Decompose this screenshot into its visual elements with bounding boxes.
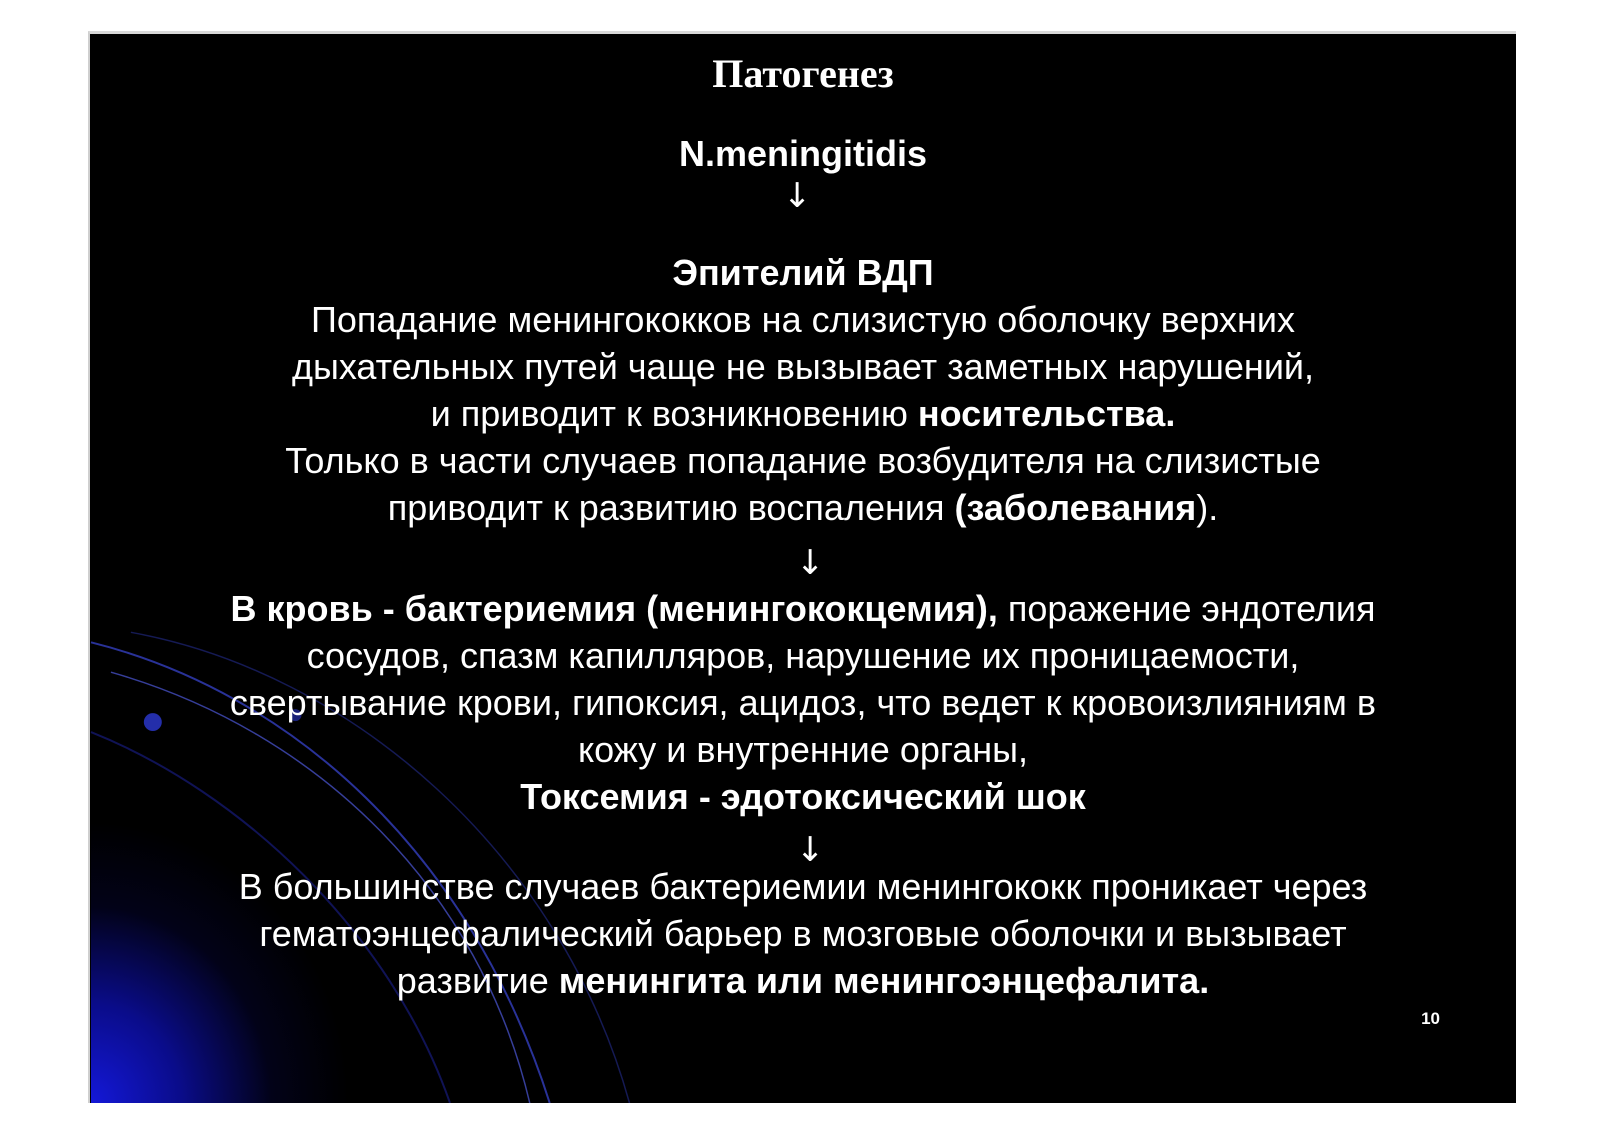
text: развитие (396, 960, 559, 1001)
bacteremia-term: В кровь - бактериемия (менингококцемия), (230, 588, 998, 629)
disease-term: (заболевания (954, 487, 1197, 528)
slide-content (90, 34, 1516, 1103)
meningitis-term: менингита или менингоэнцефалита. (558, 960, 1210, 1001)
stage-bloodstream-line: сосудов, спазм капилляров, нарушение их проницаемости, (306, 635, 1300, 676)
stage-epithelium (130, 249, 1476, 531)
stage-meninges-line: В большинстве случаев бактериемии менингококк проникает через (238, 866, 1368, 907)
stage-epithelium-line: дыхательных путей чаще не вызывает заметных нарушений, (291, 346, 1315, 387)
stage-bloodstream-line: свертывание крови, гипоксия, ацидоз, что ведет к кровоизлияниям в (229, 682, 1377, 723)
stage-meninges-line: гематоэнцефалический барьер в мозговые оболочки и вызывает (259, 913, 1347, 954)
slide (88, 31, 1516, 1103)
slide-title: Патогенез (712, 51, 894, 96)
pathogen-name: N.meningitidis (678, 133, 927, 174)
stage-epithelium-line: Попадание менингококков на слизистую оболочку верхних (311, 299, 1295, 340)
stage-bloodstream (130, 585, 1476, 820)
stage-epithelium-line: Только в части случаев попадание возбудителя на слизистые (285, 440, 1321, 481)
text: приводит к развитию воспаления (387, 487, 955, 528)
arrow-down-icon: ↓ (796, 543, 825, 583)
slide-number: 10 (1421, 1009, 1440, 1028)
stage-meninges (130, 863, 1476, 1004)
carriage-term: носительства. (917, 393, 1176, 434)
stage-epithelium-heading: Эпителий ВДП (672, 252, 934, 293)
arrow-down-icon: ↓ (783, 176, 812, 216)
stage-bloodstream-line: кожу и внутренние органы, (578, 729, 1028, 770)
stage-bloodstream-line (130, 585, 1476, 632)
stage-epithelium-line (130, 390, 1476, 437)
arrow-down-icon: ↓ (796, 830, 825, 870)
stage-meninges-line (130, 957, 1476, 1004)
text: ). (1196, 487, 1219, 528)
stage-epithelium-line (130, 484, 1476, 531)
toxemia-term: Токсемия - эдотоксический шок (520, 776, 1086, 817)
text: и приводит к возникновению (430, 393, 918, 434)
text: поражение эндотелия (997, 588, 1376, 629)
